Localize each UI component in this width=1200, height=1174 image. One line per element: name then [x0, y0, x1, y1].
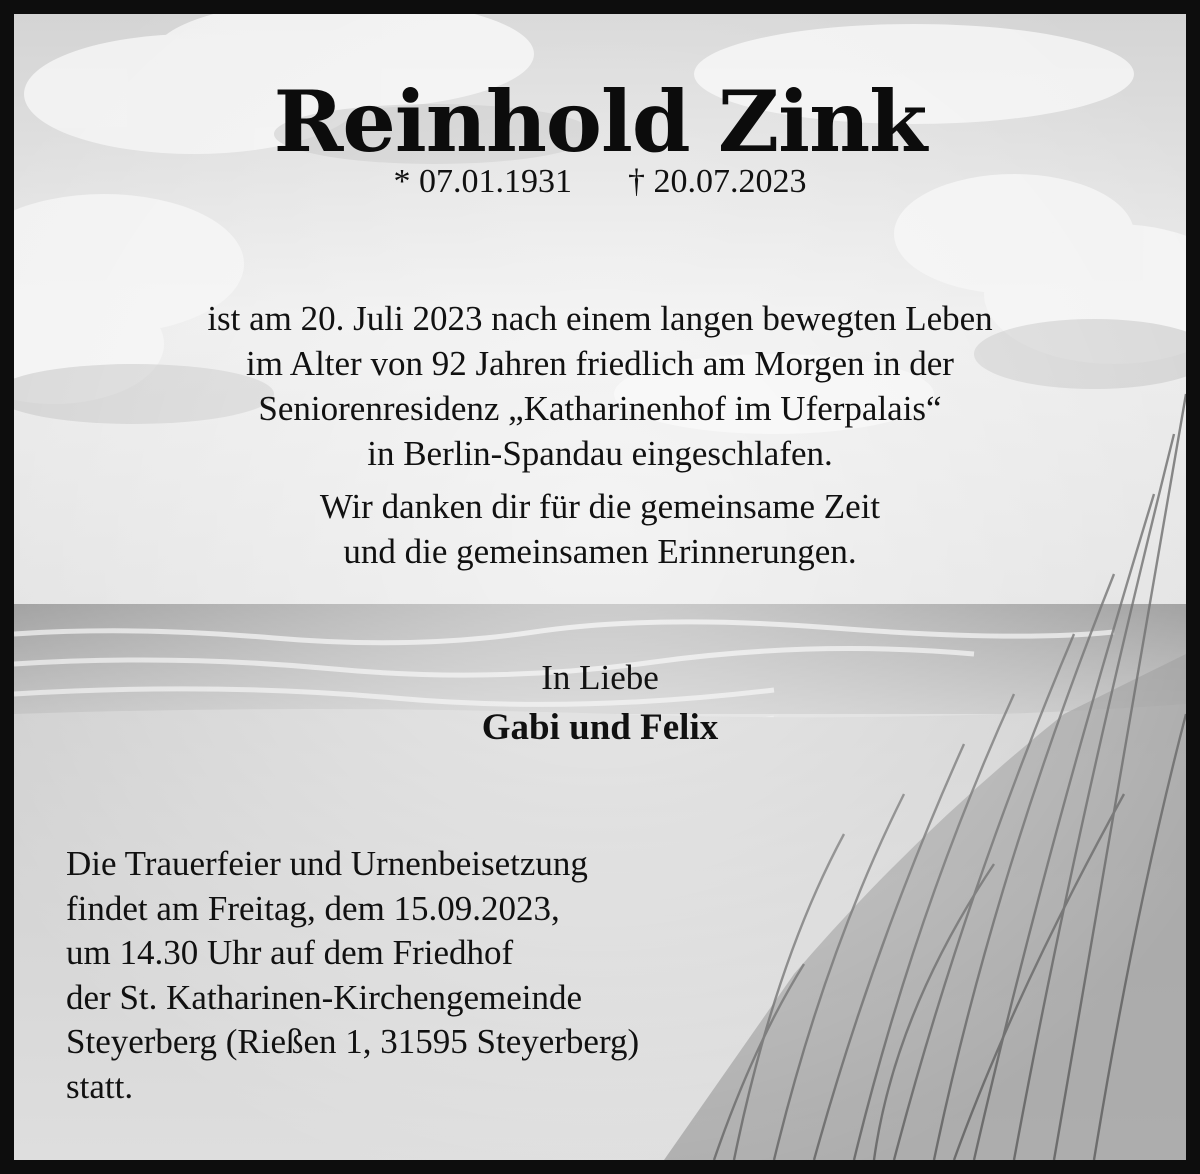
deceased-name: Reinhold Zink [273, 72, 927, 171]
signers: Gabi und Felix [481, 707, 719, 748]
birth-date: * 07.01.1931 [393, 163, 572, 200]
funeral-line: Steyerberg (Rießen 1, 31595 Steyerberg) [66, 1022, 640, 1061]
death-announcement-text [14, 296, 1186, 476]
thanks-line: und die gemeinsamen Erinnerungen. [343, 532, 857, 571]
life-dates [14, 160, 1186, 204]
announcement-line: ist am 20. Juli 2023 nach einem langen bewegten Leben [207, 299, 993, 338]
announcement-line: im Alter von 92 Jahren friedlich am Morgen in der [246, 344, 954, 383]
death-date: † 20.07.2023 [628, 163, 807, 200]
thanks-text [14, 484, 1186, 574]
funeral-line: um 14.30 Uhr auf dem Friedhof [66, 933, 514, 972]
funeral-line: Die Trauerfeier und Urnenbeisetzung [66, 844, 588, 883]
funeral-line: statt. [66, 1066, 134, 1106]
funeral-details [66, 842, 639, 1109]
closing-phrase: In Liebe [541, 658, 659, 697]
announcement-line: Seniorenresidenz „Katharinenhof im Uferpalais“ [258, 389, 942, 428]
announcement-line: in Berlin-Spandau eingeschlafen. [367, 434, 833, 473]
thanks-line: Wir danken dir für die gemeinsame Zeit [319, 487, 881, 526]
funeral-line: der St. Katharinen-Kirchengemeinde [66, 977, 583, 1017]
funeral-line: findet am Freitag, dem 15.09.2023, [66, 888, 560, 928]
